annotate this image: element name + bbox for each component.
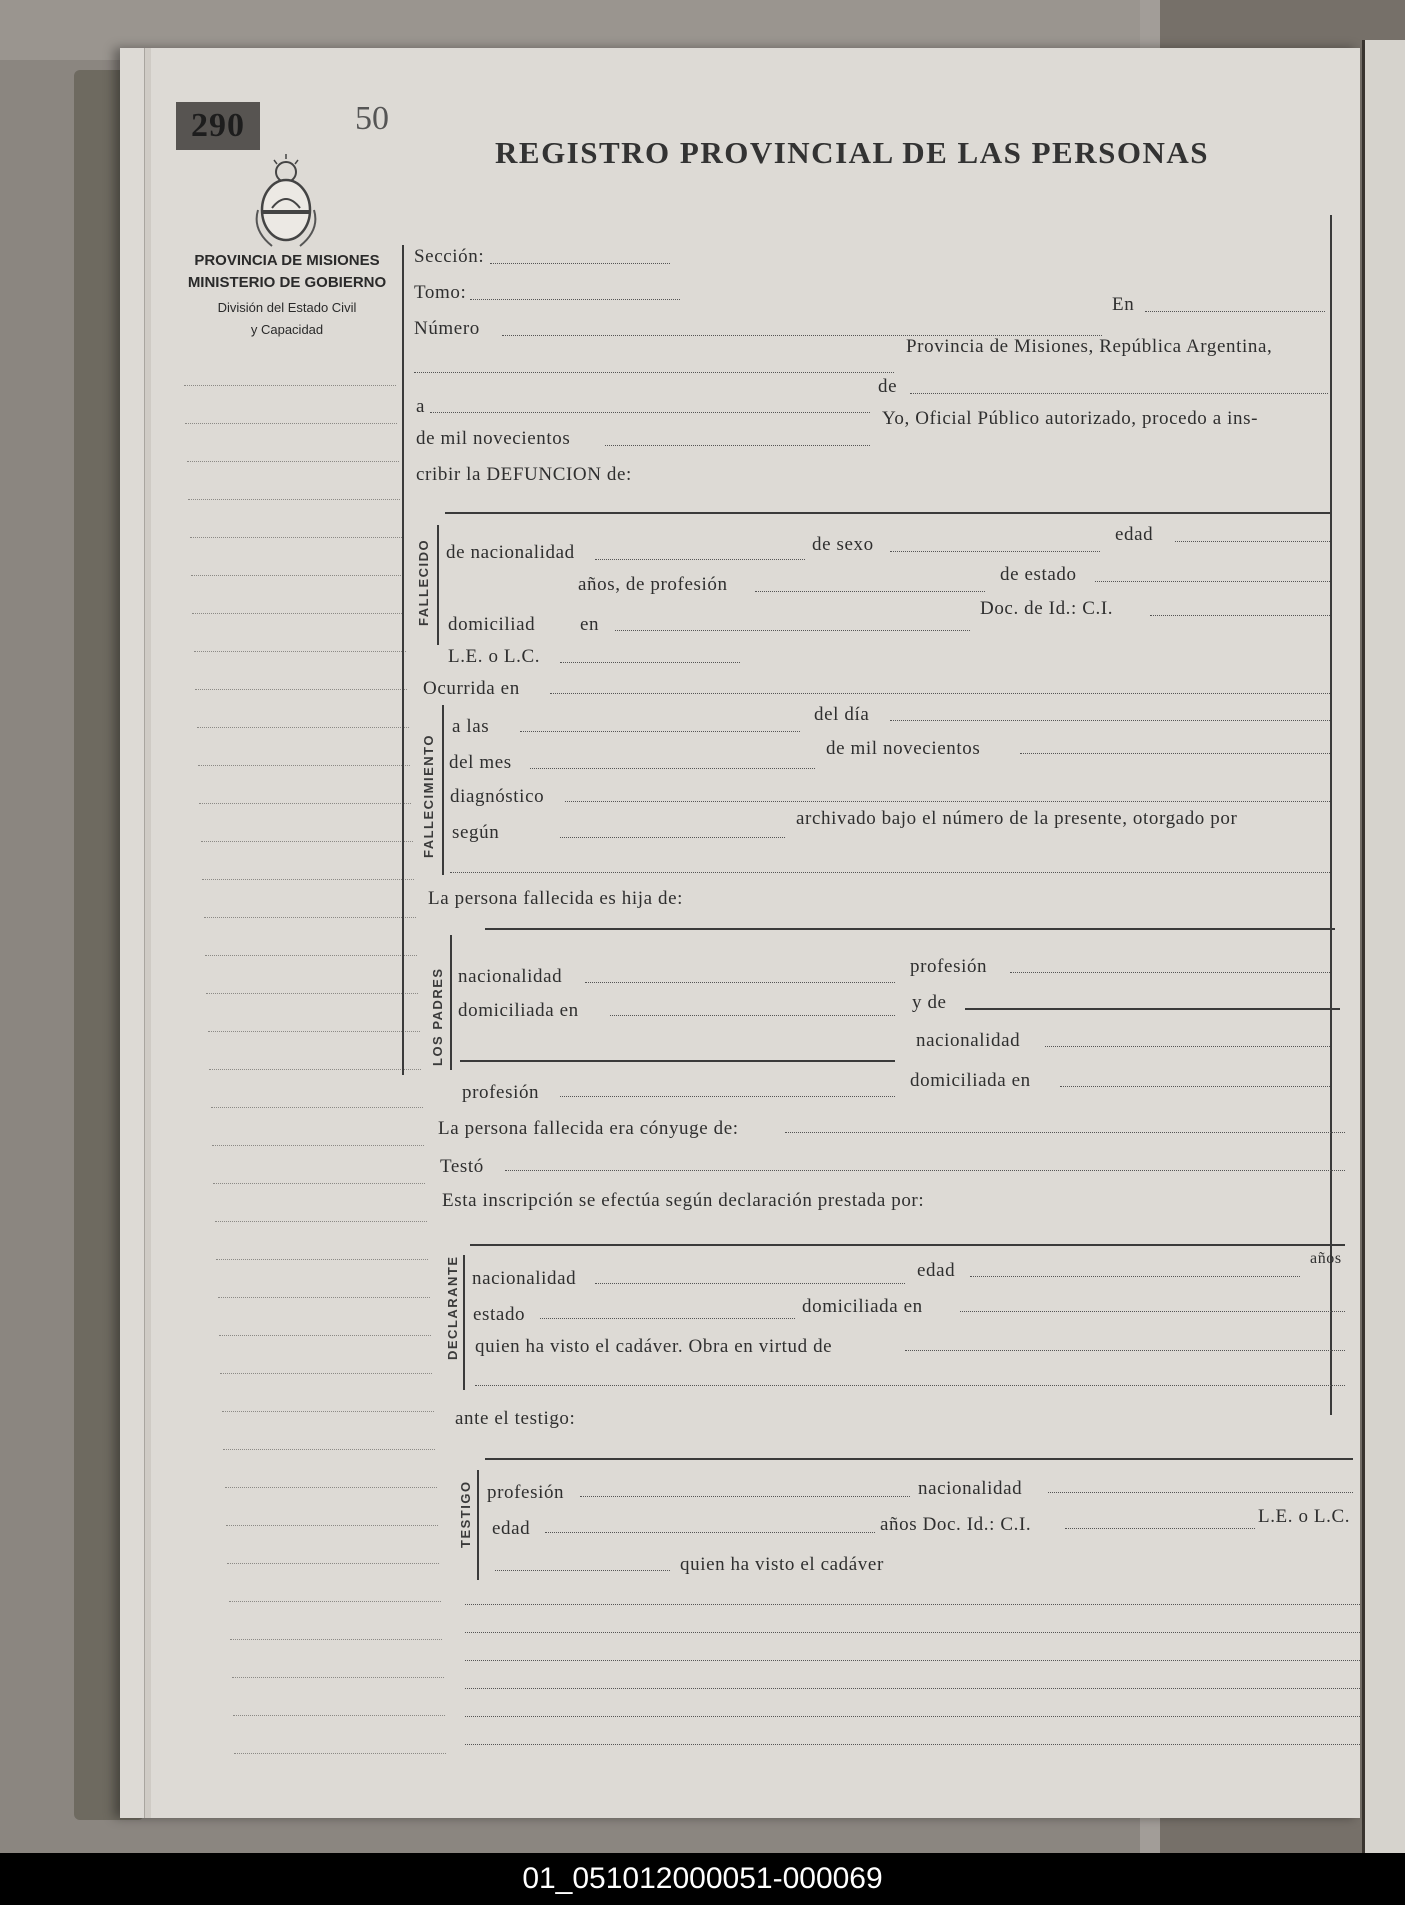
segun-field[interactable] (560, 837, 785, 838)
testo-field[interactable] (505, 1170, 1345, 1171)
margin-line (219, 1335, 431, 1336)
de-field[interactable] (910, 393, 1328, 394)
margin-line (190, 537, 402, 538)
declarante-extra-field[interactable] (475, 1385, 1345, 1386)
margin-line (225, 1487, 437, 1488)
page-title: REGISTRO PROVINCIAL DE LAS PERSONAS (495, 135, 1209, 170)
margin-line (234, 1753, 446, 1754)
margin-line (227, 1563, 439, 1564)
margin-line (218, 1297, 430, 1298)
testigo-name-line[interactable] (485, 1458, 1353, 1460)
margin-line (211, 1107, 423, 1108)
le-lc-label: L.E. o L.C. (448, 646, 541, 667)
margin-line (205, 955, 417, 956)
ante-testigo-text: ante el testigo: (455, 1408, 576, 1429)
testigo-profesion-field[interactable] (580, 1496, 910, 1497)
declarante-bracket (463, 1255, 465, 1390)
fallecido-name-line[interactable] (445, 512, 1330, 514)
del-dia-label: del día (814, 704, 870, 725)
mes-field[interactable] (530, 768, 815, 769)
declarante-nacionalidad-field[interactable] (595, 1283, 905, 1284)
margin-line (229, 1601, 441, 1602)
fallecido-section-label: FALLECIDO (416, 538, 431, 626)
le-lc-field[interactable] (560, 662, 740, 663)
seccion-field[interactable] (490, 263, 670, 264)
margin-line (233, 1715, 445, 1716)
en-label: En (1112, 294, 1135, 315)
testigo-edad-field[interactable] (545, 1532, 875, 1533)
testigo-bracket (477, 1470, 479, 1580)
hija-text: La persona fallecida es hija de: (428, 888, 684, 909)
margin-line (208, 1031, 420, 1032)
conyuge-label: La persona fallecida era cónyuge de: (438, 1118, 739, 1139)
observation-line[interactable] (465, 1660, 1360, 1661)
declarante-estado-field[interactable] (540, 1318, 795, 1319)
ocurrida-label: Ocurrida en (423, 678, 520, 699)
margin-line (222, 1411, 434, 1412)
y-de-label: y de (912, 992, 947, 1013)
margin-line (185, 423, 397, 424)
madre-nacionalidad-label: nacionalidad (916, 1030, 1021, 1051)
declarante-name-line[interactable] (470, 1244, 1345, 1246)
padres-section-label: LOS PADRES (430, 967, 445, 1066)
testigo-section-label: TESTIGO (458, 1480, 473, 1548)
folio-number: 50 (355, 100, 389, 137)
anio-field[interactable] (1020, 753, 1330, 754)
testigo-visto-text: quien ha visto el cadáver (680, 1554, 884, 1575)
declarante-visto-text: quien ha visto el cadáver. Obra en virtud de (475, 1336, 833, 1357)
testigo-le-lc-label: L.E. o L.C. (1258, 1506, 1351, 1527)
nacionalidad-label: de nacionalidad (446, 542, 575, 563)
padre-domicilio-line[interactable] (460, 1060, 895, 1062)
tomo-label: Tomo: (414, 282, 467, 303)
declarante-nacionalidad-label: nacionalidad (472, 1268, 577, 1289)
padre-nacionalidad-field[interactable] (585, 982, 895, 983)
madre-profesion-label: profesión (462, 1082, 540, 1103)
madre-name-line[interactable] (965, 1008, 1340, 1010)
ministry-line-2: MINISTERIO DE GOBIERNO (187, 274, 387, 291)
edad-label: edad (1115, 524, 1154, 545)
padre-name-line[interactable] (485, 928, 1335, 930)
margin-line (202, 879, 414, 880)
domicilio-field[interactable] (615, 630, 970, 631)
declarante-domiciliada-label: domiciliada en (802, 1296, 923, 1317)
estado-label: de estado (1000, 564, 1077, 585)
profesion-field[interactable] (755, 591, 985, 592)
otorgado-field[interactable] (450, 872, 1330, 873)
margin-line (199, 803, 411, 804)
conyuge-field[interactable] (785, 1132, 1345, 1133)
margin-line (184, 385, 396, 386)
margin-line (194, 651, 406, 652)
yo-text: Yo, Oficial Público autorizado, procedo a ins- (882, 408, 1259, 429)
margin-line (223, 1449, 435, 1450)
dia-field[interactable] (890, 720, 1330, 721)
adjacent-page-edge (1362, 40, 1405, 1870)
declarante-edad-field[interactable] (970, 1276, 1300, 1277)
archivado-text: archivado bajo el número de la presente, otorgado por (796, 808, 1238, 829)
margin-line (226, 1525, 438, 1526)
testigo-le-lc-field[interactable] (495, 1570, 670, 1571)
margin-line (206, 993, 418, 994)
margin-line (192, 613, 404, 614)
observation-line[interactable] (465, 1744, 1360, 1745)
margin-line (198, 765, 410, 766)
mil-field[interactable] (605, 445, 870, 446)
madre-profesion-field[interactable] (560, 1096, 895, 1097)
inscripcion-text: Esta inscripción se efectúa según declaración prestada por: (442, 1190, 925, 1211)
a-las-label: a las (452, 716, 490, 737)
ministry-line-3: División del Estado Civil (217, 300, 357, 315)
margin-line (220, 1373, 432, 1374)
declarante-virtud-field[interactable] (905, 1350, 1345, 1351)
margin-line (215, 1221, 427, 1222)
testo-label: Testó (440, 1156, 484, 1177)
a-field[interactable] (430, 412, 870, 413)
sexo-label: de sexo (812, 534, 874, 555)
numero-label: Número (414, 318, 480, 339)
testigo-ci-field[interactable] (1065, 1528, 1255, 1529)
del-mes-label: del mes (449, 752, 512, 773)
cribir-text: cribir la DEFUNCION de: (416, 464, 632, 485)
testigo-profesion-label: profesión (487, 1482, 565, 1503)
padre-profesion-field[interactable] (1010, 972, 1330, 973)
padres-bracket (450, 935, 452, 1070)
mil-label: de mil novecientos (416, 428, 571, 449)
intro-blank-field[interactable] (414, 372, 894, 373)
seccion-label: Sección: (414, 246, 485, 267)
fallecimiento-section-label: FALLECIMIENTO (421, 734, 436, 858)
margin-line (201, 841, 413, 842)
en-field[interactable] (1145, 311, 1325, 312)
anios-profesion-label: años, de profesión (578, 574, 728, 595)
margin-line (212, 1145, 424, 1146)
margin-line (213, 1183, 425, 1184)
ocurrida-field[interactable] (550, 693, 1330, 694)
ministry-line-4: y Capacidad (250, 322, 324, 337)
madre-nacionalidad-field[interactable] (1045, 1046, 1330, 1047)
madre-domicilio-field[interactable] (1060, 1086, 1330, 1087)
padre-nacionalidad-label: nacionalidad (458, 966, 563, 987)
observation-line[interactable] (465, 1716, 1360, 1717)
column-divider (402, 245, 404, 1075)
margin-line (204, 917, 416, 918)
nacionalidad-field[interactable] (595, 559, 805, 560)
sexo-field[interactable] (890, 551, 1100, 552)
margin-line (187, 461, 399, 462)
diagnostico-field[interactable] (565, 801, 1330, 802)
margin-line (232, 1677, 444, 1678)
hora-field[interactable] (520, 731, 800, 732)
stamp-number: 290 (176, 102, 260, 150)
tomo-field[interactable] (470, 299, 680, 300)
observation-line[interactable] (465, 1632, 1360, 1633)
padre-domicilio-field[interactable] (610, 1015, 895, 1016)
margin-line (209, 1069, 421, 1070)
testigo-nacionalidad-label: nacionalidad (918, 1478, 1023, 1499)
a-label: a (416, 396, 426, 417)
testigo-nacionalidad-field[interactable] (1048, 1492, 1353, 1493)
segun-label: según (452, 822, 500, 843)
fallecimiento-bracket (442, 705, 444, 875)
margin-line (197, 727, 409, 728)
provincia-text: Provincia de Misiones, República Argentina, (906, 336, 1273, 357)
image-code-footer: 01_051012000051-000069 (0, 1853, 1405, 1905)
declarante-edad-label: edad (917, 1260, 956, 1281)
edad-field[interactable] (1175, 541, 1330, 542)
estado-field[interactable] (1095, 581, 1330, 582)
ministry-line-1: PROVINCIA DE MISIONES (194, 252, 380, 269)
diagnostico-label: diagnóstico (450, 786, 545, 807)
declarante-section-label: DECLARANTE (445, 1255, 460, 1360)
margin-line (195, 689, 407, 690)
page-fold (144, 48, 151, 1818)
right-border (1330, 215, 1332, 1415)
margin-line (230, 1639, 442, 1640)
declarante-estado-label: estado (473, 1304, 526, 1325)
padre-profesion-label: profesión (910, 956, 988, 977)
margin-line (188, 499, 400, 500)
testigo-doc-label: años Doc. Id.: C.I. (880, 1514, 1032, 1535)
declarante-anios-label: años (1310, 1250, 1342, 1267)
mil-novecientos-label: de mil novecientos (826, 738, 981, 759)
padre-domiciliada-label: domiciliada en (458, 1000, 579, 1021)
domiciliad-en-label: en (580, 614, 600, 635)
margin-line (216, 1259, 428, 1260)
observation-line[interactable] (465, 1604, 1360, 1605)
coat-of-arms-icon (250, 150, 322, 250)
domiciliad-label: domiciliad (448, 614, 536, 635)
declarante-domicilio-field[interactable] (960, 1311, 1345, 1312)
testigo-edad-label: edad (492, 1518, 531, 1539)
de-label: de (878, 376, 898, 397)
fallecido-bracket (437, 525, 439, 645)
observation-line[interactable] (465, 1688, 1360, 1689)
ci-field[interactable] (1150, 615, 1330, 616)
margin-line (191, 575, 403, 576)
madre-domiciliada-label: domiciliada en (910, 1070, 1031, 1091)
doc-label: Doc. de Id.: C.I. (980, 598, 1114, 619)
